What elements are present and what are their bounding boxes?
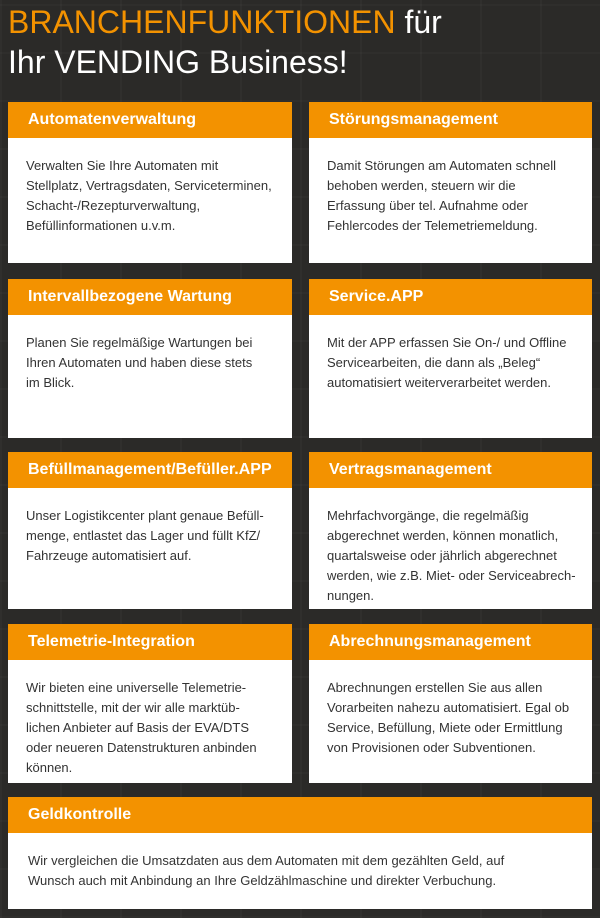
card-title: Befüllmanagement/Befüller.APP	[8, 452, 292, 488]
card-text	[8, 315, 292, 393]
card-intervallbezogene-wartung	[8, 279, 292, 438]
card-title: Abrechnungsmanagement	[309, 624, 592, 660]
card-text	[8, 488, 292, 566]
card-geldkontrolle	[8, 797, 592, 909]
card-text-line: Schacht-/Rezepturverwaltung,	[26, 198, 201, 213]
headline-line-1	[8, 2, 598, 42]
card-text-line: Service, Befüllung, Miete oder Ermittlung	[327, 720, 563, 735]
card-text-line: Verwalten Sie Ihre Automaten mit	[26, 158, 219, 173]
card-text	[8, 833, 592, 891]
card-title: Störungsmanagement	[309, 102, 592, 138]
card-text	[8, 138, 292, 236]
card-text-line: Stellplatz, Vertragsdaten, Serviceterminen,	[26, 178, 272, 193]
card-text	[8, 660, 292, 778]
card-vertragsmanagement	[309, 452, 592, 609]
card-text-line: Befüllinformationen u.v.m.	[26, 218, 176, 233]
page-headline	[8, 2, 598, 82]
card-text-line: Servicearbeiten, die dann als „Beleg“	[327, 355, 541, 370]
headline-line-2: Ihr VENDING Business!	[8, 44, 348, 80]
card-text-line: Vorarbeiten nahezu automatisiert. Egal ob	[327, 700, 570, 715]
card-text-line: können.	[26, 760, 73, 775]
card-text-line: Wir vergleichen die Umsatzdaten aus dem Automaten mit dem gezählten Geld, auf	[28, 853, 505, 868]
card-title: Intervallbezogene Wartung	[8, 279, 292, 315]
card-stoerungsmanagement	[309, 102, 592, 263]
card-text-line: automatisiert weiterverarbeitet werden.	[327, 375, 551, 390]
card-title: Geldkontrolle	[8, 797, 592, 833]
card-service-app	[309, 279, 592, 438]
card-text-line: oder neueren Datenstrukturen anbinden	[26, 740, 257, 755]
headline-accent: BRANCHENFUNKTIONEN	[8, 4, 396, 40]
card-befuellmanagement	[8, 452, 292, 609]
card-text-line: nungen.	[327, 588, 374, 603]
card-text-line: Wir bieten eine universelle Telemetrie-	[26, 680, 247, 695]
card-text-line: Fahrzeuge automatisiert auf.	[26, 548, 192, 563]
card-text-line: Ihren Automaten und haben diese stets	[26, 355, 253, 370]
card-text-line: Fehlercodes der Telemetriemeldung.	[327, 218, 538, 233]
card-text	[309, 315, 592, 393]
card-telemetrie-integration	[8, 624, 292, 783]
card-title: Service.APP	[309, 279, 592, 315]
card-text-line: lichen Anbieter auf Basis der EVA/DTS	[26, 720, 250, 735]
card-automatenverwaltung	[8, 102, 292, 263]
card-title: Vertragsmanagement	[309, 452, 592, 488]
card-text-line: Abrechnungen erstellen Sie aus allen	[327, 680, 543, 695]
card-text-line: Mehrfachvorgänge, die regelmäßig	[327, 508, 529, 523]
card-text-line: Mit der APP erfassen Sie On-/ und Offline	[327, 335, 567, 350]
card-text	[309, 488, 592, 606]
card-text-line: Planen Sie regelmäßige Wartungen bei	[26, 335, 253, 350]
card-text-line: werden, wie z.B. Miet- oder Serviceabrech-	[327, 568, 576, 583]
card-text-line: von Provisionen oder Subventionen.	[327, 740, 536, 755]
card-text-line: Erfassung über tel. Aufnahme oder	[327, 198, 528, 213]
card-text-line: quartalsweise oder jährlich abgerechnet	[327, 548, 557, 563]
card-text-line: menge, entlastet das Lager und füllt KfZ/	[26, 528, 261, 543]
headline-suffix: für	[395, 4, 442, 40]
card-title: Telemetrie-Integration	[8, 624, 292, 660]
card-text-line: Unser Logistikcenter plant genaue Befüll-	[26, 508, 264, 523]
card-text	[309, 660, 592, 758]
card-abrechnungsmanagement	[309, 624, 592, 783]
card-title: Automatenverwaltung	[8, 102, 292, 138]
card-text-line: im Blick.	[26, 375, 75, 390]
card-text	[309, 138, 592, 236]
card-text-line: behoben werden, steuern wir die	[327, 178, 516, 193]
card-text-line: schnittstelle, mit der wir alle marktüb-	[26, 700, 240, 715]
card-text-line: Damit Störungen am Automaten schnell	[327, 158, 557, 173]
card-text-line: abgerechnet werden, können monatlich,	[327, 528, 559, 543]
card-text-line: Wunsch auch mit Anbindung an Ihre Geldzählmaschine und direkter Verbuchung.	[28, 873, 497, 888]
